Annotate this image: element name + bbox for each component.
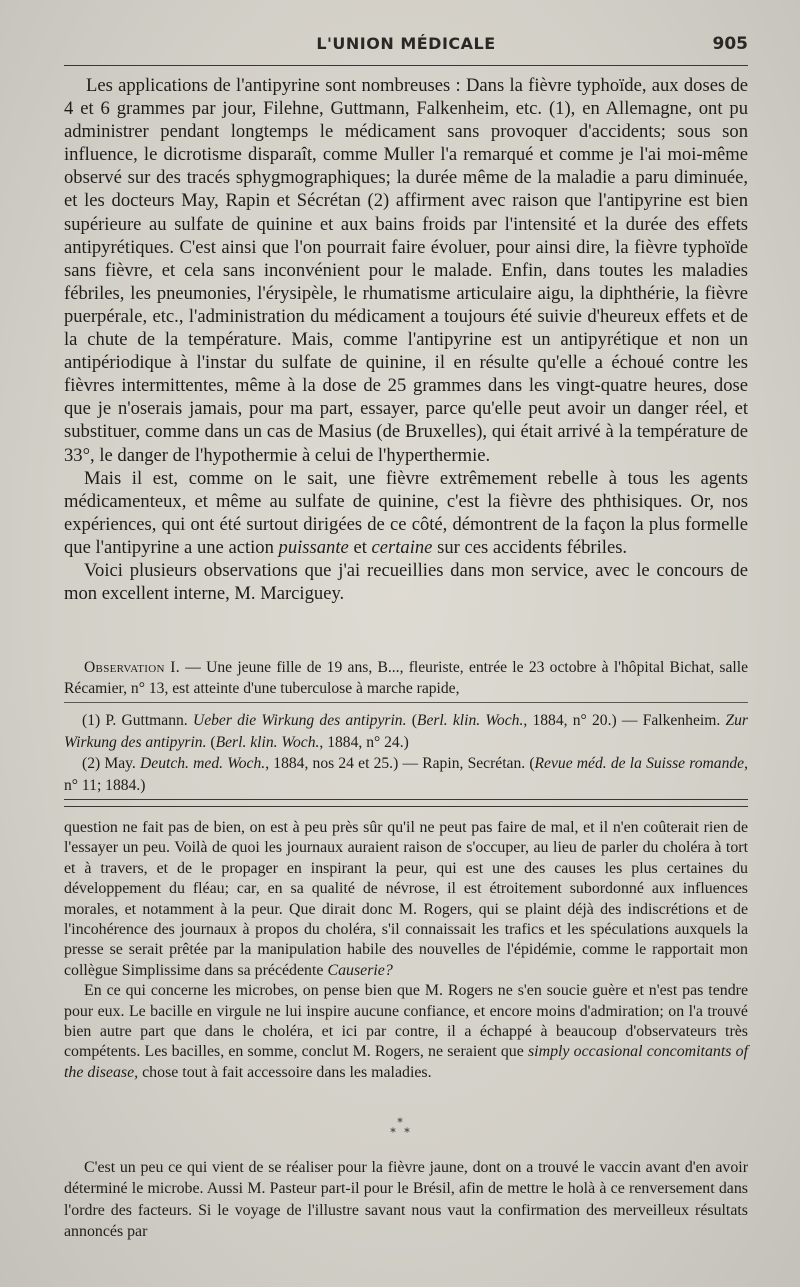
text-span: En ce qui concerne les microbes, on pense bien que M. Rogers ne s'en soucie guère et n'est pas tendre pour eux. Le bacille en virgule ne lui inspire aucune confiance, et encore moins d'admiration; on l'a trouvé bien autre part que dans le choléra, et ici par contre, il a échappé à beaucoup d'observateurs très compétents. Les bacilles, en somme, conclut M. Rogers, ne seraient que xyxy=(64,982,748,1061)
text-span: chose tout à fait accessoire dans les maladies. xyxy=(142,1063,432,1081)
svg-text:*: * xyxy=(390,1126,396,1139)
feuilleton-text-continued xyxy=(64,1157,748,1243)
asterism-icon xyxy=(385,1117,415,1139)
observation-paragraph xyxy=(64,657,748,699)
footnote-rule xyxy=(64,702,748,703)
header-rule xyxy=(64,65,748,66)
text-span: ( xyxy=(411,712,417,729)
footnotes xyxy=(64,710,748,796)
italic-journal: Revue méd. de la Suisse romande xyxy=(534,755,745,772)
italic-journal: Berl. klin. Woch. xyxy=(215,733,320,751)
feuilleton-paragraph-2 xyxy=(64,981,748,1083)
svg-text:*: * xyxy=(404,1126,410,1139)
italic-puissante: puissante xyxy=(278,536,349,558)
running-title: L'UNION MÉDICALE xyxy=(316,34,496,53)
italic-title: Ueber die Wirkung des antipyrin. xyxy=(192,712,407,729)
footnote-1 xyxy=(64,710,748,753)
main-text xyxy=(64,74,748,605)
italic-journal: Deutch. med. Woch. xyxy=(140,755,266,772)
feuilleton-separator xyxy=(64,799,748,807)
text-span: , 1884, nos 24 et 25.) — Rapin, Secrétan. ( xyxy=(265,755,535,772)
page-header xyxy=(64,30,748,60)
italic-quote: simply occasional concomitants of the disease, xyxy=(64,1043,749,1081)
observation-label: Observation I. xyxy=(84,659,180,676)
feuilleton-paragraph-3: C'est un peu ce qui vient de se réaliser pour la fièvre jaune, dont on a trouvé le vaccin avant d'en avoir déterminé le microbe. Aussi M. Pasteur part-il pour le Brésil, afin de mettre le holà à ce renversement dans l'ordre des facteurs. Si le voyage de l'illustre savant nous vaut la confirmation des merveilleux résultats annoncés par xyxy=(64,1159,748,1241)
italic-certaine: certaine xyxy=(371,536,433,558)
paragraph-observations-intro: Voici plusieurs observations que j'ai recueillies dans mon service, avec le concours de mon excellent interne, M. Marciguey. xyxy=(64,559,748,605)
feuilleton-paragraph-1 xyxy=(64,818,748,981)
italic-title: Zur Wirkung des antipyrin. xyxy=(64,712,748,751)
footnote-2 xyxy=(64,753,748,796)
page-number: 905 xyxy=(712,34,748,54)
text-span: sur ces accidents fébriles. xyxy=(437,536,628,558)
observation-block xyxy=(64,657,748,699)
text-span: Mais il est, comme on le sait, une fièvre extrêmement rebelle à tous les agents médicamenteux, et même au sulfate de quinine, c'est la fièvre des phthisiques. Or, nos expériences, qui ont été surtout dirigées de ce côté, démontrent de la façon la plus formelle que l'antipyrine a une action xyxy=(64,467,748,558)
text-span: , 1884, n° 24.) xyxy=(319,733,409,751)
text-span: (2) May. xyxy=(82,755,136,772)
text-span: , 1884, n° 20.) xyxy=(523,712,617,729)
text-span: — Falkenheim. xyxy=(621,712,721,729)
svg-text:*: * xyxy=(397,1117,403,1129)
italic-causerie: Causerie? xyxy=(327,961,393,979)
paragraph-phthisiques xyxy=(64,467,748,559)
feuilleton-text xyxy=(64,818,748,1083)
asterism-separator xyxy=(0,1117,800,1140)
italic-journal: Berl. klin. Woch. xyxy=(416,712,524,729)
text-span: question ne fait pas de bien, on est à peu près sûr qu'il ne peut pas faire de mal, et il n'en coûterait rien de l'essayer un peu. Voilà de quoi les journaux auraient raison de s'occuper, au lieu de parler du choléra à tort et à travers, et de le propager en inspirant la peur, qui est une des causes les plus certaines du développement du fléau; car, en sa qualité de névrose, il est étroitement subordonné aux influences morales, et notamment à la peur. Que dirait donc M. Rogers, qui se plaint déjà des indiscrétions et de l'incohérence des journaux à propos du choléra, s'il connaissait les trafics et les spéculations auxquels la presse se serait prêtée par la manipulation habile des nouvelles de l'épidémie, comme le rapportait mon collègue Simplissime dans sa précédente xyxy=(64,819,748,979)
text-span: (1) P. Guttmann. xyxy=(82,712,188,729)
text-span: et xyxy=(353,536,367,558)
text-span: ( xyxy=(210,733,216,751)
paragraph-applications: Les applications de l'antipyrine sont nombreuses : Dans la fièvre typhoïde, aux doses de 4 et 6 grammes par jour, Filehne, Guttmann, Falkenheim, etc. (1), en Allemagne, ont pu administrer pendant longtemps le médicament sans provoquer d'accidents; sous son influence, le dicrotisme disparaît, comme Muller l'a remarqué et comme je l'ai moi-même observé sur des tracés sphygmographiques; la durée même de la maladie a paru diminuée, et les docteurs May, Rapin et Sécrétan (2) affirment avec raison que l'antipyrine est bien supérieure au sulfate de quinine et aux bains froids par l'intensité et la durée des effets antipyrétiques. C'est ainsi que l'on pourrait faire évoluer, pour ainsi dire, la fièvre typhoïde sans fièvre, et cela sans inconvénient pour le malade. Enfin, dans toutes les maladies fébriles, les pneumonies, l'érysipèle, le rhumatisme articulaire aigu, la diphthérie, la fièvre puerpérale, etc., l'administration du médicament a toujours été suivie d'heureux effets et de la chute de la température. Mais, comme l'antipyrine est un antipyrétique et non un antipériodique à l'instar du sulfate de quinine, il en résulte qu'elle a échoué contre les fièvres intermittentes, même à la dose de 25 grammes dans les vingt-quatre heures, dose que je n'oserais jamais, pour ma part, essayer, parce qu'elle peut avoir un danger réel, et substituer, comme dans un cas de Masius (de Bruxelles), qui était arrivé à la température de 33°, le danger de l'hypothermie à celui de l'hyperthermie. xyxy=(64,75,748,466)
text-span: , n° 11; 1884.) xyxy=(64,755,749,794)
observation-text: — Une jeune fille de 19 ans, B..., fleuriste, entrée le 23 octobre à l'hôpital Bichat, salle Récamier, n° 13, est atteinte d'une tuberculose à marche rapide, xyxy=(64,659,748,697)
